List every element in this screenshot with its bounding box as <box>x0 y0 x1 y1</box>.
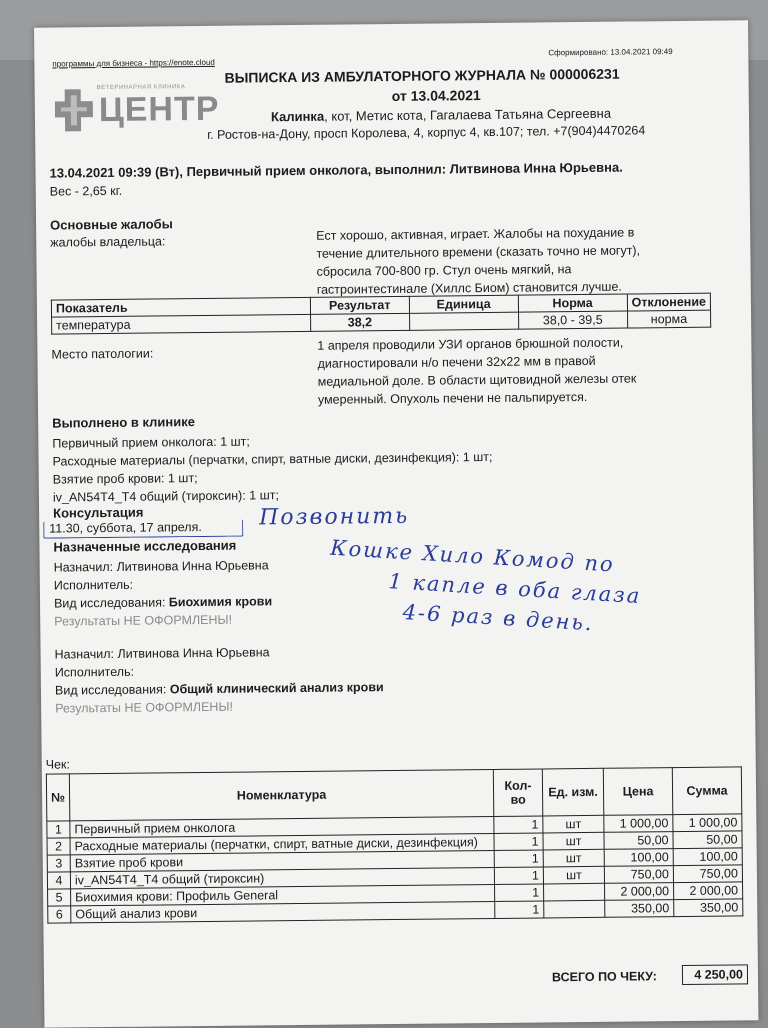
row-num: 2 <box>47 838 70 855</box>
study-type <box>55 678 384 699</box>
row-num: 1 <box>47 821 70 838</box>
header-price: Цена <box>603 768 672 816</box>
pathology-label: Место патологии: <box>51 346 154 362</box>
performed-list <box>52 430 493 507</box>
logo-subtitle: ВЕТЕРИНАРНАЯ КЛИНИКА <box>96 84 186 92</box>
study-executor: Исполнитель: <box>53 577 134 593</box>
study-block <box>54 556 273 630</box>
row-price: 50,00 <box>604 832 673 850</box>
software-link[interactable]: программы для бизнеса - https://enote.cloud <box>52 57 215 69</box>
pathology-line: умеренный. Опухоль печени не пальпируется. <box>317 389 588 407</box>
indicators-table <box>51 293 711 335</box>
generated-timestamp: Сформировано: 13.04.2021 09:49 <box>548 47 673 58</box>
indicator-unit <box>409 312 518 330</box>
header-deviation: Отклонение <box>627 293 711 311</box>
study-executor: Исполнитель: <box>54 664 135 680</box>
row-sum: 750,00 <box>673 865 742 883</box>
header-num: № <box>46 774 69 821</box>
patient-name: Калинка <box>270 108 325 125</box>
document-title: ВЫПИСКА ИЗ АМБУЛАТОРНОГО ЖУРНАЛА № 000006231 <box>224 65 620 86</box>
row-unit <box>544 900 605 918</box>
row-name: Взятие проб крови <box>70 850 494 871</box>
consultation-heading: Консультация <box>53 504 144 521</box>
row-unit: шт <box>543 849 604 867</box>
study-assigned: Назначил: Литвинова Инна Юрьевна <box>53 558 269 575</box>
handwritten-line: 4-6 раз в день. <box>402 600 595 636</box>
header-norm: Норма <box>518 294 627 312</box>
pathology-line: 1 апреля проводили УЗИ органов брюшной полости, <box>317 335 624 353</box>
indicator-deviation: норма <box>627 310 711 328</box>
document-page <box>34 20 758 1027</box>
list-item: Расходные материалы (перчатки, спирт, ватные диски, дезинфекция): 1 шт; <box>52 449 493 469</box>
row-num: 6 <box>48 906 71 923</box>
receipt-header-row <box>46 767 741 821</box>
indicator-result: 38,2 <box>310 313 409 331</box>
complaints-text <box>316 223 640 298</box>
owner-address: г. Ростов-на-Дону, просп Королева, 4, корпус 4, кв.107; тел. +7(904)4470264 <box>207 123 646 142</box>
row-qty: 1 <box>495 901 544 919</box>
patient-line <box>271 106 611 125</box>
handwritten-call-note: Позвонить <box>259 503 410 531</box>
row-name: iv_AN54T4_T4 общий (тироксин) <box>70 867 494 888</box>
row-price: 2 000,00 <box>605 883 674 901</box>
complaints-heading: Основные жалобы <box>50 216 173 233</box>
row-name: Первичный прием онколога <box>70 816 494 837</box>
row-sum: 1 000,00 <box>673 814 742 832</box>
row-qty: 1 <box>494 833 543 851</box>
study-block <box>54 642 383 717</box>
complaints-label: жалобы владельца: <box>50 234 166 250</box>
row-qty: 1 <box>494 850 543 868</box>
handwritten-prescription <box>326 533 644 641</box>
row-name: Биохимия крови: Профиль General <box>71 884 495 905</box>
study-type-label: Вид исследования: <box>53 595 169 611</box>
header-unit: Ед. изм. <box>542 768 603 816</box>
visit-line: 13.04.2021 09:39 (Вт), Первичный прием онколога, выполнил: Литвинова Инна Юрьевна. <box>49 159 623 181</box>
row-unit: шт <box>543 815 604 833</box>
row-price: 350,00 <box>605 900 674 918</box>
complaints-line: течение длительного времени (сказать точно не могут), <box>316 243 641 261</box>
patient-details: , кот, Метис кота, Гагалаева Татьяна Сергеевна <box>324 105 612 124</box>
pathology-line: диагностировали н/о печени 32х22 мм в правой <box>317 353 596 371</box>
row-qty: 1 <box>494 867 543 885</box>
list-item: iv_AN54T4_T4 общий (тироксин): 1 шт; <box>52 488 279 505</box>
logo-title: ЦЕНТР <box>98 89 220 130</box>
header-unit: Единица <box>409 295 518 313</box>
clinic-logo <box>55 80 220 138</box>
document-date: от 13.04.2021 <box>391 87 481 104</box>
receipt-label: Чек: <box>45 757 71 772</box>
performed-heading: Выполнено в клинике <box>52 414 196 431</box>
row-sum: 50,00 <box>673 831 742 849</box>
weight: Вес - 2,65 кг. <box>49 183 123 199</box>
row-sum: 2 000,00 <box>674 882 743 900</box>
header-sum: Сумма <box>672 767 741 815</box>
header-indicator: Показатель <box>51 297 310 317</box>
row-sum: 350,00 <box>674 899 743 917</box>
row-unit <box>544 883 605 901</box>
indicator-name: температура <box>52 314 311 334</box>
pathology-text <box>317 333 636 408</box>
row-unit: шт <box>543 866 604 884</box>
row-sum: 100,00 <box>673 848 742 866</box>
receipt-table <box>46 766 744 923</box>
header-name: Номенклатура <box>69 769 493 820</box>
row-price: 1 000,00 <box>604 815 673 833</box>
row-num: 4 <box>47 872 70 889</box>
studies-heading: Назначенные исследования <box>53 537 237 555</box>
row-num: 3 <box>47 855 70 872</box>
row-unit: шт <box>543 832 604 850</box>
complaints-line: сбросила 700-800 гр. Стул очень мягкий, на <box>316 262 572 279</box>
consultation-date: 11.30, суббота, 17 апреля. <box>49 520 202 536</box>
study-type-value: Биохимия крови <box>168 594 273 610</box>
list-item: Первичный прием онколога: 1 шт; <box>52 434 250 451</box>
row-name: Общий анализ крови <box>71 901 495 922</box>
row-num: 5 <box>48 889 71 906</box>
total-value: 4 250,00 <box>682 964 748 985</box>
handwritten-line: 1 капле в оба глаза <box>387 569 642 609</box>
study-type <box>54 592 272 612</box>
row-name: Расходные материалы (перчатки, спирт, ватные диски, дезинфекция) <box>70 833 494 854</box>
header-result: Результат <box>310 296 409 314</box>
study-assigned: Назначил: Литвинова Инна Юрьевна <box>54 645 270 662</box>
row-qty: 1 <box>494 816 543 834</box>
row-price: 100,00 <box>604 849 673 867</box>
header-qty: Кол-во <box>493 769 542 817</box>
pathology-line: медиальной доле. В области щитовидной железы отек <box>317 371 637 389</box>
row-qty: 1 <box>495 884 544 902</box>
indicator-norm: 38,0 - 39,5 <box>518 311 627 329</box>
study-type-value: Общий клинический анализ крови <box>169 680 384 697</box>
row-price: 750,00 <box>604 866 673 884</box>
study-status: Результаты НЕ ОФОРМЛЕНЫ! <box>54 612 233 629</box>
complaints-line: Ест хорошо, активная, играет. Жалобы на похудание в <box>316 225 635 243</box>
study-status: Результаты НЕ ОФОРМЛЕНЫ! <box>55 699 234 716</box>
list-item: Взятие проб крови: 1 шт; <box>52 471 198 487</box>
complaints-line: гастроинтестинале (Хиллс Биом) становится лучше. <box>316 279 622 297</box>
handwritten-line: Кошке Хило Комод по <box>329 535 616 577</box>
total-label: ВСЕГО ПО ЧЕКУ: <box>551 969 657 985</box>
study-type-label: Вид исследования: <box>54 682 170 698</box>
